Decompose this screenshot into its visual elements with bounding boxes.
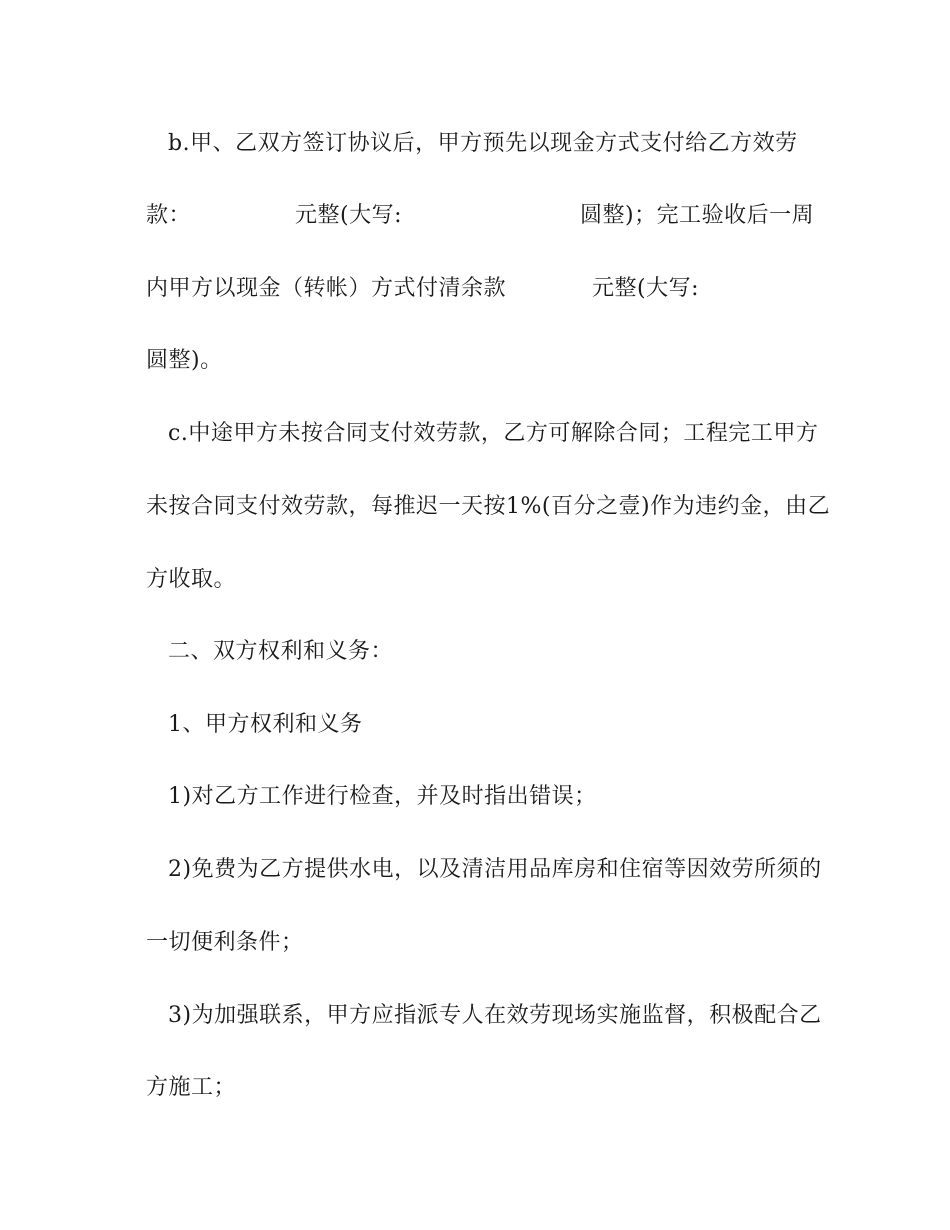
text-segment: 1、甲方权利和义务 bbox=[168, 712, 363, 737]
item-2-line-1 bbox=[168, 855, 848, 885]
text-segment: c.中途甲方未按合同支付效劳款，乙方可解除合同；工程完工甲方 bbox=[168, 421, 819, 446]
paragraph-b-line-2 bbox=[146, 201, 826, 231]
paragraph-c-line-3 bbox=[146, 565, 826, 595]
subsection-heading-party-a bbox=[168, 710, 848, 740]
text-segment: 元整(大写: bbox=[295, 203, 403, 228]
paragraph-c-line-2 bbox=[146, 492, 831, 522]
text-segment: 方施工； bbox=[146, 1075, 237, 1100]
text-segment: 圆整)；完工验收后一周 bbox=[580, 203, 815, 228]
text-segment: 圆整)。 bbox=[146, 348, 223, 373]
item-2-line-2 bbox=[146, 928, 826, 958]
paragraph-b-line-3 bbox=[146, 274, 826, 304]
text-segment: 款： bbox=[146, 203, 192, 228]
text-segment: 2)免费为乙方提供水电，以及清洁用品库房和住宿等因效劳所须的 bbox=[168, 857, 822, 882]
text-segment: 未按合同支付效劳款，每推迟一天按1%(百分之壹)作为违约金，由乙 bbox=[146, 494, 831, 519]
paragraph-b-line-1 bbox=[168, 129, 848, 159]
text-segment: 二、双方权利和义务： bbox=[168, 639, 394, 664]
text-segment: 3)为加强联系，甲方应指派专人在效劳现场实施监督，积极配合乙 bbox=[168, 1003, 822, 1028]
text-segment: 方收取。 bbox=[146, 567, 237, 592]
paragraph-b-line-4 bbox=[146, 346, 826, 376]
text-segment: 元整(大写: bbox=[592, 276, 700, 301]
paragraph-c-line-1 bbox=[168, 419, 848, 449]
item-3-line-2 bbox=[146, 1073, 826, 1103]
item-1-line-1 bbox=[168, 782, 848, 812]
text-segment: 内甲方以现金（转帐）方式付清余款 bbox=[146, 276, 507, 301]
text-segment: 一切便利条件； bbox=[146, 930, 304, 955]
item-3-line-1 bbox=[168, 1001, 848, 1031]
text-segment: 1)对乙方工作进行检查，并及时指出错误； bbox=[168, 784, 597, 809]
text-segment: b.甲、乙双方签订协议后，甲方预先以现金方式支付给乙方效劳 bbox=[168, 131, 798, 156]
section-heading-rights-obligations bbox=[168, 637, 848, 667]
